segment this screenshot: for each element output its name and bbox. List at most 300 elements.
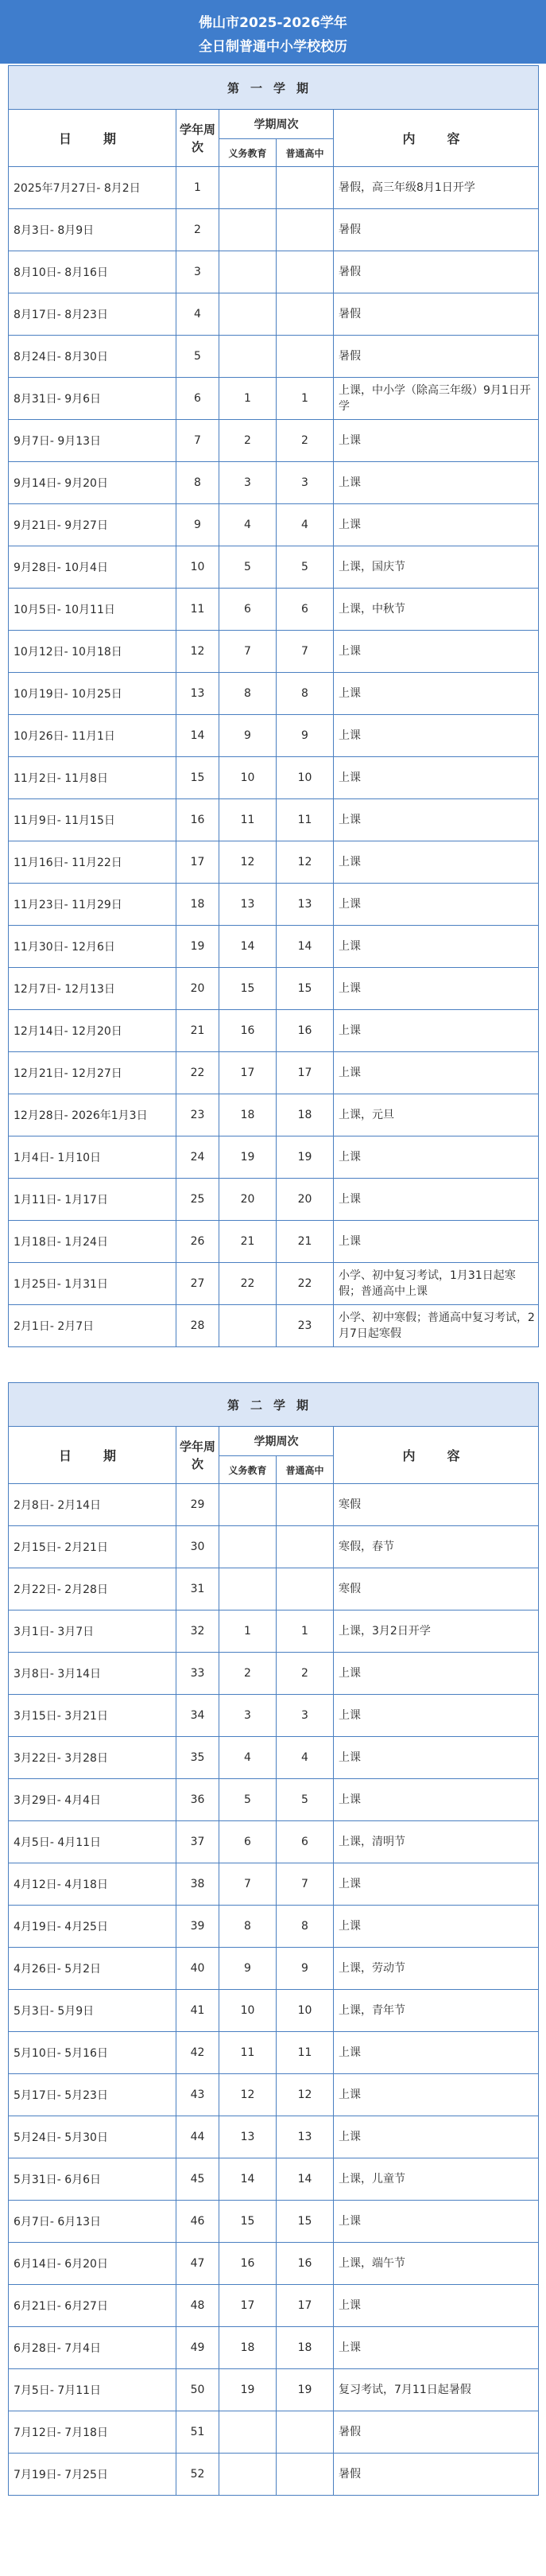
compulsory-week-cell: 2 (219, 1653, 277, 1695)
date-cell: 11月30日- 12月6日 (9, 926, 176, 968)
compulsory-week-cell: 22 (219, 1263, 277, 1305)
high-school-week-cell (277, 209, 334, 251)
high-school-week-cell: 18 (277, 1094, 334, 1136)
content-cell: 上课，元旦 (334, 1094, 539, 1136)
compulsory-week-cell: 6 (219, 589, 277, 631)
table-row (9, 2243, 539, 2285)
table-row (9, 462, 539, 504)
content-cell: 上课 (334, 2201, 539, 2243)
high-school-week-cell: 11 (277, 2032, 334, 2074)
table-row (9, 1863, 539, 1906)
semester-title: 第一学期 (9, 66, 539, 110)
term-week-column-header: 学期周次 (219, 110, 334, 139)
date-cell: 9月7日- 9月13日 (9, 420, 176, 462)
compulsory-week-cell (219, 1526, 277, 1568)
table-row (9, 546, 539, 589)
content-cell: 上课 (334, 1695, 539, 1737)
content-cell: 上课，劳动节 (334, 1948, 539, 1990)
compulsory-week-cell: 2 (219, 420, 277, 462)
content-cell: 上课 (334, 715, 539, 757)
year-week-cell: 6 (176, 378, 219, 420)
date-cell: 9月21日- 9月27日 (9, 504, 176, 546)
compulsory-week-cell: 18 (219, 2327, 277, 2369)
year-week-cell: 10 (176, 546, 219, 589)
date-cell: 6月21日- 6月27日 (9, 2285, 176, 2327)
content-cell: 寒假，春节 (334, 1526, 539, 1568)
compulsory-week-cell: 12 (219, 2074, 277, 2116)
year-week-cell: 8 (176, 462, 219, 504)
date-cell: 2月22日- 2月28日 (9, 1568, 176, 1610)
year-week-cell: 20 (176, 968, 219, 1010)
table-row (9, 378, 539, 420)
year-week-cell: 49 (176, 2327, 219, 2369)
year-week-cell: 34 (176, 1695, 219, 1737)
content-cell: 上课 (334, 2032, 539, 2074)
compulsory-week-cell (219, 167, 277, 209)
year-week-cell: 43 (176, 2074, 219, 2116)
year-week-cell: 3 (176, 251, 219, 293)
content-cell: 暑假，高三年级8月1日开学 (334, 167, 539, 209)
high-school-week-cell (277, 1484, 334, 1526)
compulsory-week-cell: 10 (219, 757, 277, 799)
content-cell: 暑假 (334, 251, 539, 293)
high-school-week-cell: 4 (277, 1737, 334, 1779)
calendar-title-line1: 佛山市2025-2026学年 (199, 15, 347, 31)
date-cell: 1月4日- 1月10日 (9, 1136, 176, 1179)
compulsory-week-cell: 20 (219, 1179, 277, 1221)
year-week-cell: 5 (176, 336, 219, 378)
table-row (9, 2454, 539, 2496)
date-cell: 11月16日- 11月22日 (9, 841, 176, 884)
content-cell: 上课 (334, 968, 539, 1010)
content-cell: 复习考试，7月11日起暑假 (334, 2369, 539, 2411)
table-row (9, 968, 539, 1010)
table-row (9, 841, 539, 884)
date-cell: 4月19日- 4月25日 (9, 1906, 176, 1948)
year-week-cell: 26 (176, 1221, 219, 1263)
table-row (9, 1052, 539, 1094)
compulsory-week-cell: 15 (219, 2201, 277, 2243)
year-week-cell: 52 (176, 2454, 219, 2496)
content-cell: 上课 (334, 2116, 539, 2158)
year-week-cell: 46 (176, 2201, 219, 2243)
high-school-week-cell: 20 (277, 1179, 334, 1221)
table-row (9, 336, 539, 378)
year-week-column-header: 学年周次 (176, 1427, 219, 1484)
date-cell: 4月12日- 4月18日 (9, 1863, 176, 1906)
compulsory-week-cell: 15 (219, 968, 277, 1010)
year-week-cell: 28 (176, 1305, 219, 1347)
year-week-cell: 29 (176, 1484, 219, 1526)
content-cell: 上课 (334, 631, 539, 673)
date-cell: 9月14日- 9月20日 (9, 462, 176, 504)
content-cell: 寒假 (334, 1568, 539, 1610)
high-school-week-cell: 14 (277, 926, 334, 968)
table-row (9, 1779, 539, 1821)
table-row (9, 1990, 539, 2032)
table-row (9, 1526, 539, 1568)
term-week-column-header: 学期周次 (219, 1427, 334, 1456)
compulsory-week-cell: 14 (219, 926, 277, 968)
table-row (9, 757, 539, 799)
high-school-week-cell: 4 (277, 504, 334, 546)
compulsory-week-cell: 13 (219, 2116, 277, 2158)
compulsory-week-cell: 13 (219, 884, 277, 926)
compulsory-week-cell: 3 (219, 462, 277, 504)
date-cell: 10月19日- 10月25日 (9, 673, 176, 715)
compulsory-week-cell: 11 (219, 799, 277, 841)
content-cell: 上课，国庆节 (334, 546, 539, 589)
high-school-week-cell: 19 (277, 2369, 334, 2411)
high-school-week-cell (277, 293, 334, 336)
year-week-cell: 19 (176, 926, 219, 968)
compulsory-week-cell: 1 (219, 1610, 277, 1653)
content-cell: 上课 (334, 1737, 539, 1779)
high-school-week-cell: 1 (277, 1610, 334, 1653)
semester-1-table (8, 65, 539, 1347)
table-row (9, 504, 539, 546)
content-cell: 上课 (334, 1010, 539, 1052)
compulsory-week-cell: 12 (219, 841, 277, 884)
table-row (9, 420, 539, 462)
high-school-header: 普通高中 (277, 139, 334, 167)
year-week-cell: 11 (176, 589, 219, 631)
compulsory-week-cell (219, 336, 277, 378)
high-school-week-cell: 8 (277, 1906, 334, 1948)
year-week-cell: 50 (176, 2369, 219, 2411)
high-school-week-cell (277, 2411, 334, 2454)
content-cell: 暑假 (334, 2411, 539, 2454)
content-cell: 上课 (334, 420, 539, 462)
content-column-header: 内 容 (334, 1427, 539, 1484)
year-week-cell: 16 (176, 799, 219, 841)
year-week-cell: 51 (176, 2411, 219, 2454)
date-cell: 5月24日- 5月30日 (9, 2116, 176, 2158)
date-cell: 10月26日- 11月1日 (9, 715, 176, 757)
high-school-week-cell: 15 (277, 2201, 334, 2243)
high-school-week-cell: 8 (277, 673, 334, 715)
table-row (9, 251, 539, 293)
year-week-cell: 13 (176, 673, 219, 715)
high-school-week-cell (277, 336, 334, 378)
high-school-week-cell: 13 (277, 884, 334, 926)
content-cell: 上课 (334, 799, 539, 841)
compulsory-week-cell: 17 (219, 2285, 277, 2327)
high-school-week-cell: 3 (277, 1695, 334, 1737)
date-cell: 7月5日- 7月11日 (9, 2369, 176, 2411)
high-school-week-cell: 12 (277, 2074, 334, 2116)
content-cell: 暑假 (334, 293, 539, 336)
calendar-title-banner (0, 0, 546, 64)
content-cell: 上课 (334, 1906, 539, 1948)
content-cell: 上课 (334, 926, 539, 968)
compulsory-week-cell: 16 (219, 1010, 277, 1052)
compulsory-week-cell (219, 2454, 277, 2496)
table-row (9, 1484, 539, 1526)
year-week-cell: 9 (176, 504, 219, 546)
high-school-week-cell (277, 1526, 334, 1568)
table-row (9, 1221, 539, 1263)
year-week-cell: 48 (176, 2285, 219, 2327)
compulsory-week-cell: 17 (219, 1052, 277, 1094)
table-row (9, 2158, 539, 2201)
table-row (9, 2285, 539, 2327)
year-week-cell: 2 (176, 209, 219, 251)
year-week-cell: 35 (176, 1737, 219, 1779)
compulsory-week-cell: 5 (219, 546, 277, 589)
content-cell: 小学、初中复习考试，1月31日起寒假；普通高中上课 (334, 1263, 539, 1305)
high-school-week-cell (277, 167, 334, 209)
table-row (9, 1179, 539, 1221)
table-row (9, 1821, 539, 1863)
content-cell: 上课 (334, 1863, 539, 1906)
compulsory-week-cell: 18 (219, 1094, 277, 1136)
compulsory-week-cell: 9 (219, 1948, 277, 1990)
compulsory-week-cell: 11 (219, 2032, 277, 2074)
compulsory-week-cell: 14 (219, 2158, 277, 2201)
high-school-week-cell: 23 (277, 1305, 334, 1347)
table-row (9, 589, 539, 631)
year-week-cell: 23 (176, 1094, 219, 1136)
year-week-cell: 33 (176, 1653, 219, 1695)
content-cell: 上课 (334, 1179, 539, 1221)
compulsory-education-header: 义务教育 (219, 139, 277, 167)
date-cell: 5月17日- 5月23日 (9, 2074, 176, 2116)
date-cell: 8月31日- 9月6日 (9, 378, 176, 420)
date-cell: 12月28日- 2026年1月3日 (9, 1094, 176, 1136)
compulsory-week-cell (219, 293, 277, 336)
date-cell: 5月31日- 6月6日 (9, 2158, 176, 2201)
content-cell: 上课 (334, 1779, 539, 1821)
table-row (9, 1305, 539, 1347)
table-row (9, 1568, 539, 1610)
date-cell: 8月10日- 8月16日 (9, 251, 176, 293)
year-week-cell: 7 (176, 420, 219, 462)
date-column-header: 日 期 (9, 110, 176, 167)
date-cell: 6月7日- 6月13日 (9, 2201, 176, 2243)
high-school-week-cell (277, 1568, 334, 1610)
date-cell: 3月22日- 3月28日 (9, 1737, 176, 1779)
year-week-cell: 37 (176, 1821, 219, 1863)
date-cell: 2月15日- 2月21日 (9, 1526, 176, 1568)
compulsory-week-cell: 7 (219, 1863, 277, 1906)
high-school-week-cell: 9 (277, 1948, 334, 1990)
table-row (9, 1906, 539, 1948)
table-row (9, 631, 539, 673)
year-week-cell: 22 (176, 1052, 219, 1094)
high-school-week-cell: 6 (277, 1821, 334, 1863)
date-cell: 8月3日- 8月9日 (9, 209, 176, 251)
year-week-cell: 38 (176, 1863, 219, 1906)
content-cell: 上课，青年节 (334, 1990, 539, 2032)
date-cell: 10月5日- 10月11日 (9, 589, 176, 631)
table-row (9, 1610, 539, 1653)
date-cell: 4月26日- 5月2日 (9, 1948, 176, 1990)
year-week-cell: 39 (176, 1906, 219, 1948)
table-row (9, 884, 539, 926)
date-cell: 5月10日- 5月16日 (9, 2032, 176, 2074)
compulsory-week-cell: 4 (219, 1737, 277, 1779)
date-cell: 2025年7月27日- 8月2日 (9, 167, 176, 209)
content-column-header: 内 容 (334, 110, 539, 167)
content-cell: 上课 (334, 2285, 539, 2327)
high-school-week-cell: 16 (277, 1010, 334, 1052)
semester-2-table (8, 1382, 539, 2496)
table-row (9, 799, 539, 841)
high-school-week-cell: 22 (277, 1263, 334, 1305)
content-cell: 上课 (334, 884, 539, 926)
table-row (9, 209, 539, 251)
compulsory-week-cell (219, 1305, 277, 1347)
date-cell: 3月15日- 3月21日 (9, 1695, 176, 1737)
content-cell: 上课 (334, 841, 539, 884)
date-cell: 1月25日- 1月31日 (9, 1263, 176, 1305)
high-school-week-cell: 10 (277, 757, 334, 799)
content-cell: 暑假 (334, 336, 539, 378)
table-row (9, 2074, 539, 2116)
compulsory-week-cell (219, 2411, 277, 2454)
year-week-cell: 41 (176, 1990, 219, 2032)
year-week-column-header: 学年周次 (176, 110, 219, 167)
compulsory-week-cell: 10 (219, 1990, 277, 2032)
high-school-week-cell: 2 (277, 1653, 334, 1695)
table-row (9, 2201, 539, 2243)
year-week-cell: 15 (176, 757, 219, 799)
semester-title: 第二学期 (9, 1383, 539, 1427)
compulsory-week-cell: 16 (219, 2243, 277, 2285)
high-school-week-cell: 13 (277, 2116, 334, 2158)
table-row (9, 673, 539, 715)
year-week-cell: 32 (176, 1610, 219, 1653)
high-school-week-cell: 21 (277, 1221, 334, 1263)
year-week-cell: 14 (176, 715, 219, 757)
compulsory-week-cell (219, 251, 277, 293)
table-row (9, 2327, 539, 2369)
year-week-cell: 18 (176, 884, 219, 926)
date-cell: 6月28日- 7月4日 (9, 2327, 176, 2369)
compulsory-week-cell (219, 209, 277, 251)
year-week-cell: 47 (176, 2243, 219, 2285)
content-cell: 暑假 (334, 209, 539, 251)
year-week-cell: 30 (176, 1526, 219, 1568)
compulsory-week-cell (219, 1484, 277, 1526)
high-school-week-cell: 5 (277, 546, 334, 589)
table-row (9, 1263, 539, 1305)
content-cell: 上课 (334, 504, 539, 546)
compulsory-week-cell: 8 (219, 673, 277, 715)
table-row (9, 926, 539, 968)
table-row (9, 2411, 539, 2454)
table-row (9, 293, 539, 336)
date-cell: 4月5日- 4月11日 (9, 1821, 176, 1863)
high-school-week-cell: 19 (277, 1136, 334, 1179)
table-row (9, 2369, 539, 2411)
content-cell: 上课 (334, 1136, 539, 1179)
date-cell: 1月18日- 1月24日 (9, 1221, 176, 1263)
compulsory-week-cell: 6 (219, 1821, 277, 1863)
compulsory-week-cell: 19 (219, 2369, 277, 2411)
date-cell: 2月8日- 2月14日 (9, 1484, 176, 1526)
high-school-week-cell: 7 (277, 631, 334, 673)
table-row (9, 715, 539, 757)
high-school-week-cell: 2 (277, 420, 334, 462)
date-cell: 7月12日- 7月18日 (9, 2411, 176, 2454)
content-cell: 上课 (334, 1221, 539, 1263)
compulsory-week-cell (219, 1568, 277, 1610)
content-cell: 上课，中秋节 (334, 589, 539, 631)
content-cell: 上课 (334, 673, 539, 715)
content-cell: 上课 (334, 1052, 539, 1094)
date-cell: 11月2日- 11月8日 (9, 757, 176, 799)
year-week-cell: 40 (176, 1948, 219, 1990)
year-week-cell: 1 (176, 167, 219, 209)
high-school-week-cell: 17 (277, 2285, 334, 2327)
content-cell: 上课 (334, 1653, 539, 1695)
date-cell: 12月14日- 12月20日 (9, 1010, 176, 1052)
content-cell: 上课，清明节 (334, 1821, 539, 1863)
year-week-cell: 31 (176, 1568, 219, 1610)
table-row (9, 1737, 539, 1779)
year-week-cell: 42 (176, 2032, 219, 2074)
high-school-week-cell: 18 (277, 2327, 334, 2369)
content-cell: 上课 (334, 462, 539, 504)
compulsory-week-cell: 21 (219, 1221, 277, 1263)
content-cell: 上课，3月2日开学 (334, 1610, 539, 1653)
year-week-cell: 4 (176, 293, 219, 336)
table-row (9, 1653, 539, 1695)
content-cell: 上课 (334, 2074, 539, 2116)
content-cell: 寒假 (334, 1484, 539, 1526)
compulsory-week-cell: 1 (219, 378, 277, 420)
compulsory-week-cell: 4 (219, 504, 277, 546)
date-cell: 5月3日- 5月9日 (9, 1990, 176, 2032)
table-row (9, 2032, 539, 2074)
high-school-header: 普通高中 (277, 1456, 334, 1484)
date-cell: 7月19日- 7月25日 (9, 2454, 176, 2496)
high-school-week-cell: 16 (277, 2243, 334, 2285)
year-week-cell: 27 (176, 1263, 219, 1305)
compulsory-week-cell: 9 (219, 715, 277, 757)
high-school-week-cell: 9 (277, 715, 334, 757)
content-cell: 上课，中小学（除高三年级）9月1日开学 (334, 378, 539, 420)
table-row (9, 167, 539, 209)
high-school-week-cell: 6 (277, 589, 334, 631)
date-cell: 3月29日- 4月4日 (9, 1779, 176, 1821)
compulsory-week-cell: 8 (219, 1906, 277, 1948)
year-week-cell: 24 (176, 1136, 219, 1179)
high-school-week-cell: 17 (277, 1052, 334, 1094)
date-cell: 6月14日- 6月20日 (9, 2243, 176, 2285)
high-school-week-cell: 7 (277, 1863, 334, 1906)
content-cell: 小学、初中寒假；普通高中复习考试，2月7日起寒假 (334, 1305, 539, 1347)
date-cell: 11月23日- 11月29日 (9, 884, 176, 926)
high-school-week-cell: 15 (277, 968, 334, 1010)
year-week-cell: 45 (176, 2158, 219, 2201)
table-row (9, 1136, 539, 1179)
date-cell: 8月17日- 8月23日 (9, 293, 176, 336)
date-cell: 8月24日- 8月30日 (9, 336, 176, 378)
compulsory-week-cell: 7 (219, 631, 277, 673)
date-cell: 2月1日- 2月7日 (9, 1305, 176, 1347)
table-row (9, 1948, 539, 1990)
compulsory-week-cell: 19 (219, 1136, 277, 1179)
content-cell: 上课，端午节 (334, 2243, 539, 2285)
high-school-week-cell: 14 (277, 2158, 334, 2201)
calendar-title-line2: 全日制普通中小学校校历 (199, 39, 347, 55)
content-cell: 上课，儿童节 (334, 2158, 539, 2201)
date-cell: 3月8日- 3月14日 (9, 1653, 176, 1695)
high-school-week-cell: 11 (277, 799, 334, 841)
